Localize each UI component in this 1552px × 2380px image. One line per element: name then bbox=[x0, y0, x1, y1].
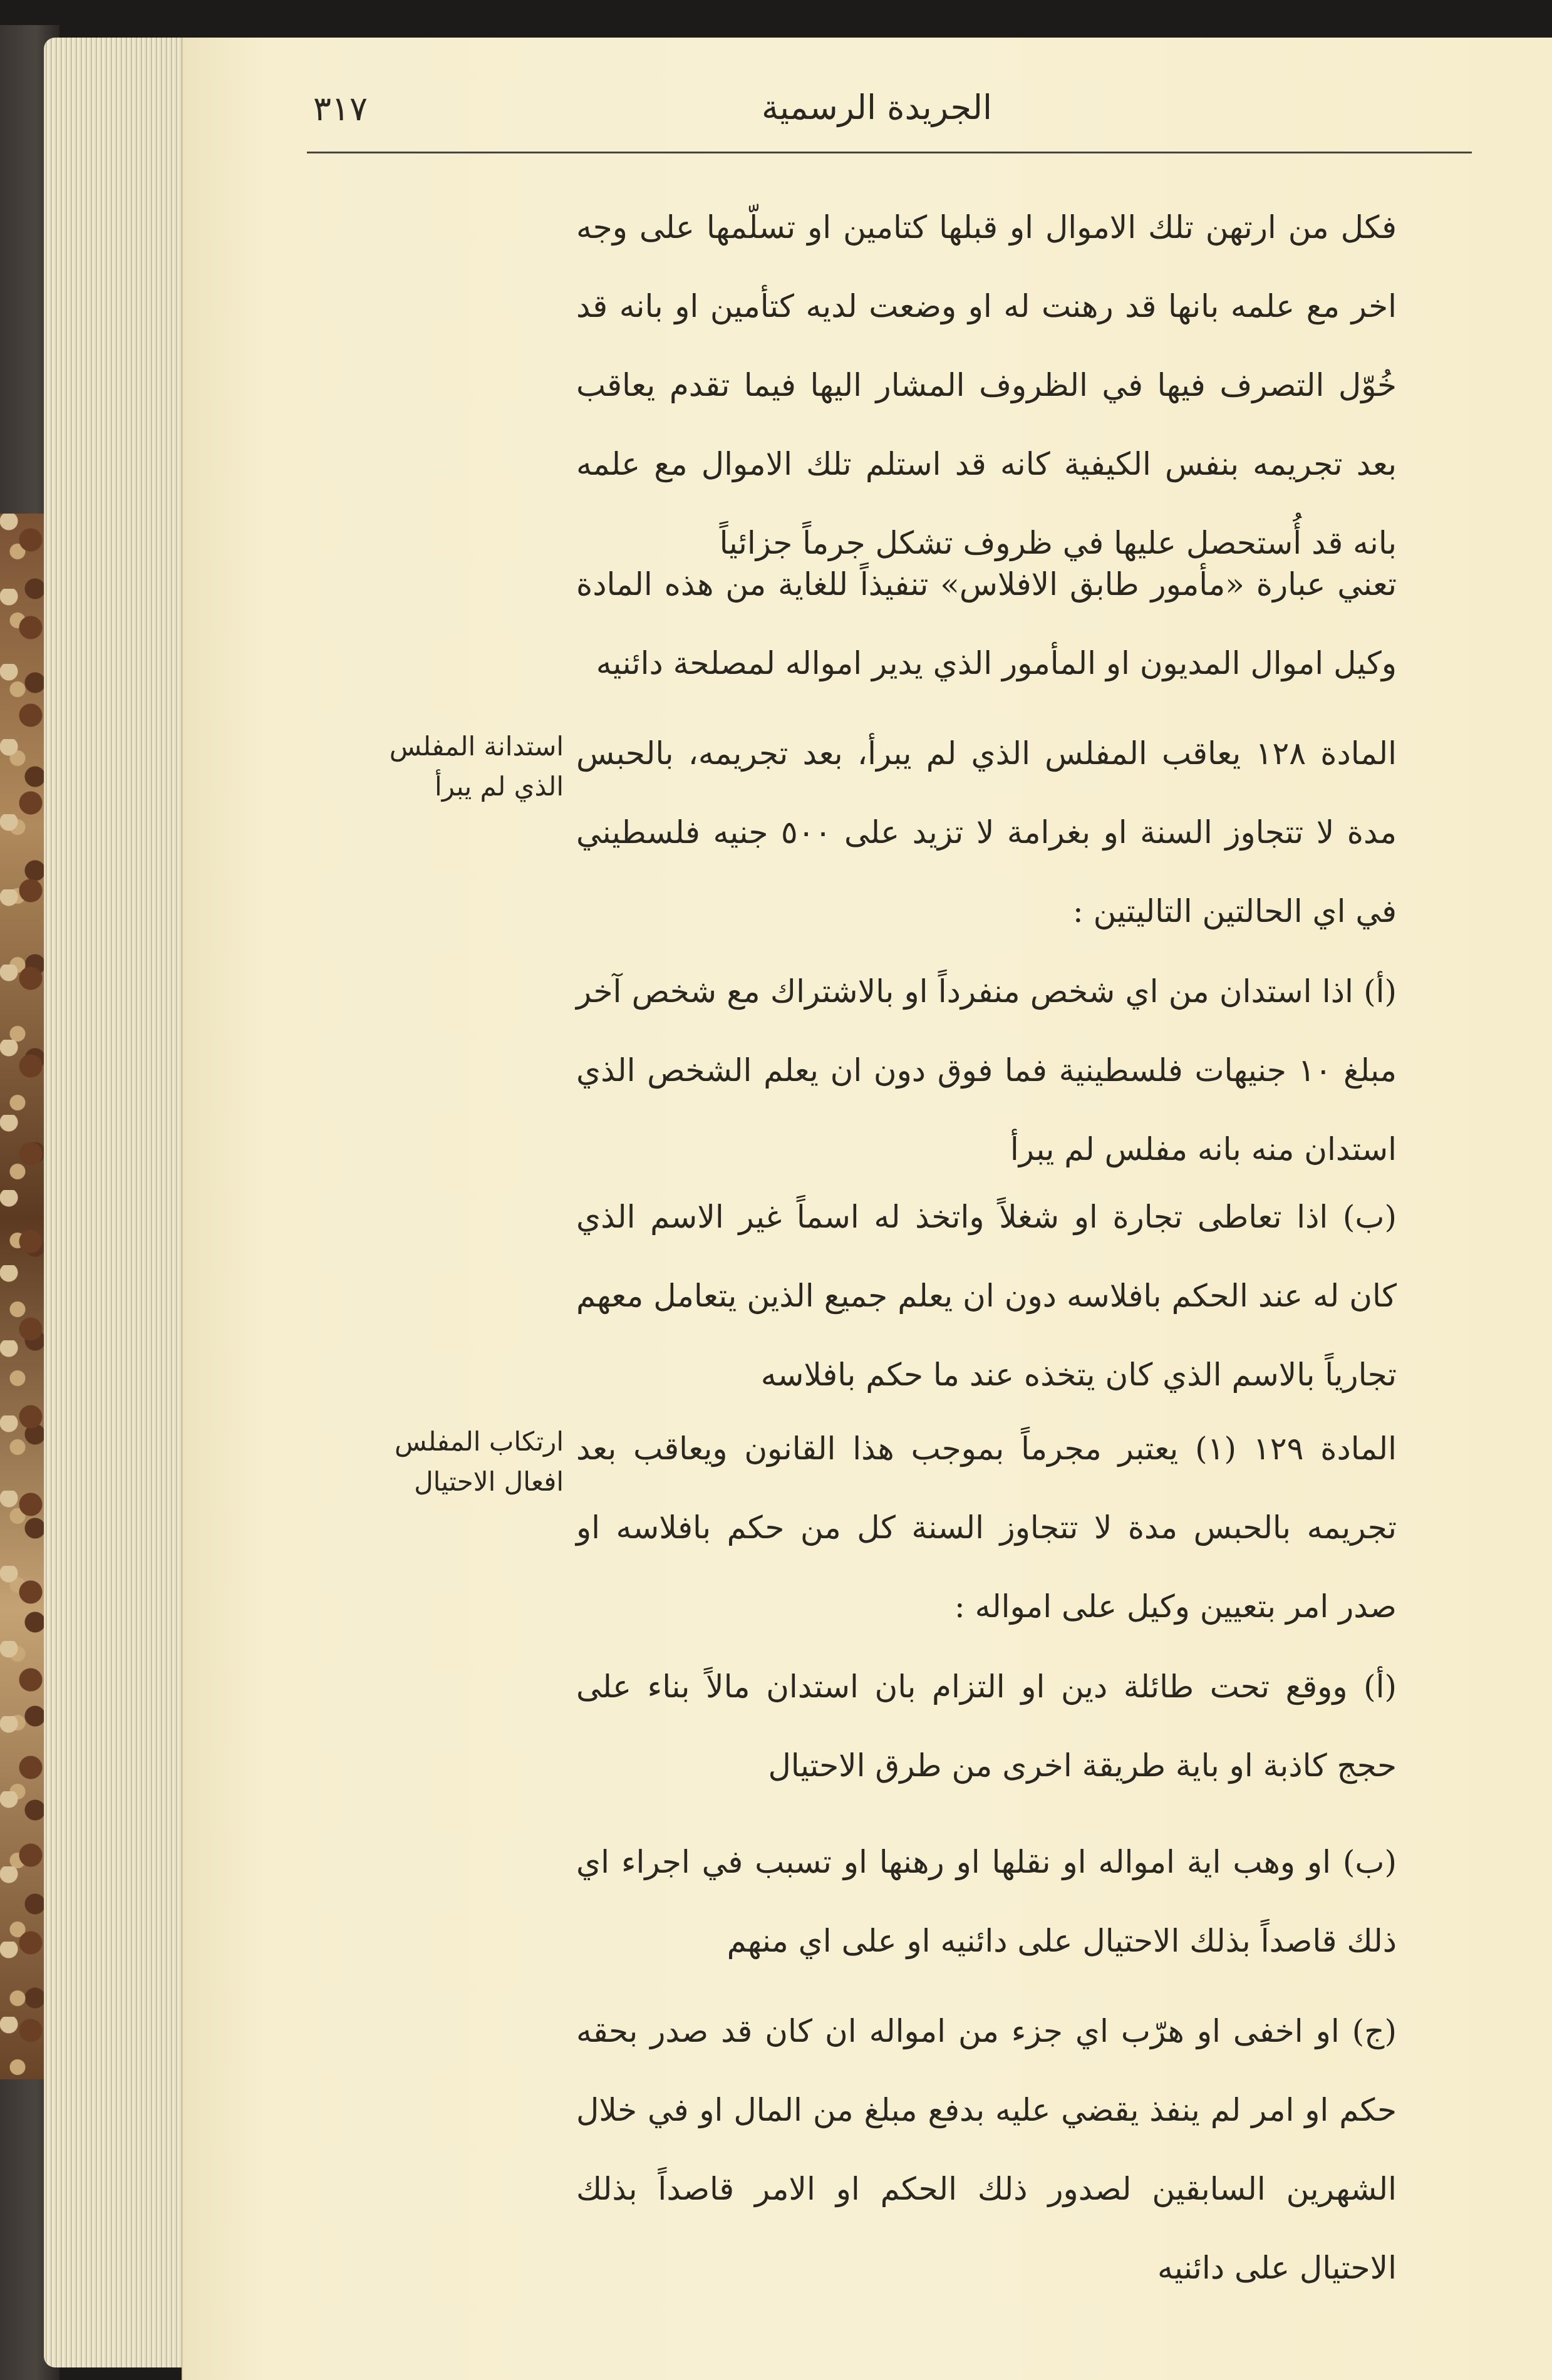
margin-note-article-129: ارتكاب المفلس افعال الاحتيال bbox=[395, 1426, 564, 1497]
clause-text: (أ) ووقع تحت طائلة دين او التزام بان استدان مالاً بناء على حجج كاذبة او باية طريقة اخرى من طرق الاحتيال bbox=[576, 1669, 1397, 1784]
article-129-clause-b bbox=[576, 1823, 1397, 1980]
article-128 bbox=[576, 714, 1397, 951]
article-129-clause-c bbox=[576, 1992, 1397, 2307]
article-128-clause-a bbox=[576, 952, 1397, 1189]
clause-text: (ج) او اخفى او هرّب اي جزء من امواله ان كان قد صدر بحقه حكم او امر لم ينفذ يقضي عليه بدفع مبلغ من المال او في خلال الشهرين السابقين لصدور ذلك الحكم او الامر قاصداً بذلك الاحتيال على دائنيه bbox=[576, 2013, 1397, 2286]
margin-note-article-128: استدانة المفلس الذي لم يبرأ bbox=[389, 731, 564, 802]
paragraph-text: فكل من ارتهن تلك الاموال او قبلها كتامين او تسلّمها على وجه اخر مع علمه بانها قد رهنت له او وضعت لديه كتأمين او بانه قد خُوّل التصرف فيها في الظروف المشار اليها فيما تقدم يعاقب بعد تجريمه بنفس الكيفية كانه قد استلم تلك الاموال مع علمه بانه قد أُستحصل عليها في ظروف تشكل جرماً جزائياً bbox=[576, 209, 1397, 561]
clause-text: (أ) اذا استدان من اي شخص منفرداً او بالاشتراك مع شخص آخر مبلغ ١٠ جنيهات فلسطينية فما فوق دون ان يعلم الشخص الذي استدان منه بانه مفلس لم يبرأ bbox=[576, 973, 1397, 1167]
clause-text: (ب) او وهب اية امواله او نقلها او رهنها او تسبب في اجراء اي ذلك قاصداً بذلك الاحتيال على دائنيه او على اي منهم bbox=[576, 1844, 1397, 1959]
article-129-clause-a bbox=[576, 1647, 1397, 1805]
header-divider bbox=[307, 152, 1472, 153]
article-text: المادة ١٢٩ (١) يعتبر مجرماً بموجب هذا القانون ويعاقب بعد تجريمه بالحبس مدة لا تتجاوز السنة كل من حكم بافلاسه او صدر امر بتعيين وكيل على امواله : bbox=[576, 1431, 1397, 1625]
marbled-endpaper bbox=[0, 514, 44, 2079]
article-129 bbox=[576, 1409, 1397, 1646]
article-128-clause-b bbox=[576, 1177, 1397, 1414]
paragraph-text: تعني عبارة «مأمور طابق الافلاس» تنفيذاً للغاية من هذه المادة وكيل اموال المديون او المأمور الذي يدير امواله لمصلحة دائنيه bbox=[576, 566, 1397, 681]
clause-text: (ب) اذا تعاطى تجارة او شغلاً واتخذ له اسماً غير الاسم الذي كان له عند الحكم بافلاسه دون ان يعلم جميع الذين يتعامل معهم تجارياً بالاسم الذي كان يتخذه عند ما حكم بافلاسه bbox=[576, 1199, 1397, 1393]
page-number: ٣١٧ bbox=[313, 89, 368, 128]
page-header-title: الجريدة الرسمية bbox=[762, 88, 992, 127]
paragraph-definition bbox=[576, 545, 1397, 703]
page-edges bbox=[44, 38, 188, 2367]
paragraph-continuation bbox=[576, 188, 1397, 582]
article-text: المادة ١٢٨ يعاقب المفلس الذي لم يبرأ، بعد تجريمه، بالحبس مدة لا تتجاوز السنة او بغرامة لا تزيد على ٥٠٠ جنيه فلسطيني في اي الحالتين التاليتين : bbox=[576, 735, 1397, 929]
